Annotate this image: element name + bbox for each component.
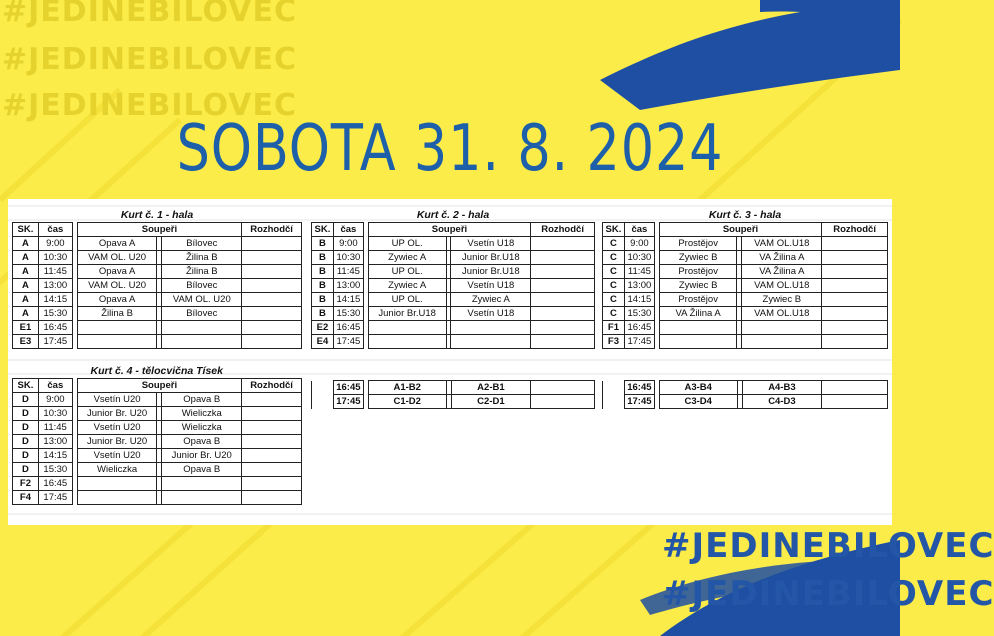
blue-brush-top-right — [600, 0, 900, 110]
table-row: B 13:00 Zywiec A Vsetín U18 — [312, 279, 595, 293]
table-row: F3 17:45 — [603, 335, 888, 349]
table-row: C 14:15 Prostějov Zywiec B — [603, 293, 888, 307]
hashtag-watermark: #JEDINEBILOVEC — [2, 88, 297, 123]
header-time: čas — [624, 223, 654, 237]
header-referees: Rozhodčí — [242, 379, 302, 393]
table-row: 17:45 C3-D4 C4-D3 — [603, 395, 888, 409]
table-row: D 11:45 Vsetín U20 Wieliczka — [13, 421, 302, 435]
court-2-table — [311, 208, 595, 349]
table-row: 16:45 A1-B2 A2-B1 — [312, 381, 595, 395]
table-row: B 15:30 Junior Br.U18 Vsetín U18 — [312, 307, 595, 321]
court-caption: Kurt č. 4 - tělocvična Tísek — [90, 365, 223, 377]
table-row: E3 17:45 — [13, 335, 302, 349]
table-row: B 9:00 UP OL. Vsetín U18 — [312, 237, 595, 251]
table-row: 17:45 C1-D2 C2-D1 — [312, 395, 595, 409]
court-caption: Kurt č. 2 - hala — [416, 209, 490, 221]
table-row: A 15:30 Žilina B Bílovec — [13, 307, 302, 321]
table-row: F2 16:45 — [13, 477, 302, 491]
table-row: F4 17:45 — [13, 491, 302, 505]
header-sk: SK. — [13, 223, 39, 237]
hashtag-watermark: #JEDINEBILOVEC — [662, 574, 994, 614]
table-row: C 13:00 Zywiec B VAM OL.U18 — [603, 279, 888, 293]
court-3-table — [602, 208, 888, 349]
court-caption: Kurt č. 1 - hala — [120, 209, 194, 221]
table-row: F1 16:45 — [603, 321, 888, 335]
table-row: 16:45 A3-B4 A4-B3 — [603, 381, 888, 395]
table-row: D 15:30 Wieliczka Opava B — [13, 463, 302, 477]
header-sk: SK. — [603, 223, 625, 237]
header-opponents: Soupeři — [77, 379, 241, 393]
header-opponents: Soupeři — [368, 223, 530, 237]
header-time: čas — [333, 223, 363, 237]
header-time: čas — [38, 223, 72, 237]
table-row: C 10:30 Zywiec B VA Žilina A — [603, 251, 888, 265]
court-1-table — [12, 208, 302, 349]
table-row: B 10:30 Zywiec A Junior Br.U18 — [312, 251, 595, 265]
header-time: čas — [38, 379, 72, 393]
table-row: D 13:00 Junior Br. U20 Opava B — [13, 435, 302, 449]
table-row: A 10:30 VAM OL. U20 Žilina B — [13, 251, 302, 265]
court-caption: Kurt č. 3 - hala — [708, 209, 782, 221]
table-row: A 9:00 Opava A Bílovec — [13, 237, 302, 251]
table-row: C 11:45 Prostějov VA Žilina A — [603, 265, 888, 279]
table-row: B 14:15 UP OL. Zywiec A — [312, 293, 595, 307]
schedule-sheet — [8, 199, 892, 525]
header-referees: Rozhodčí — [242, 223, 302, 237]
hashtag-watermark: #JEDINEBILOVEC — [662, 526, 994, 566]
header-sk: SK. — [13, 379, 39, 393]
page-title: SOBOTA 31. 8. 2024 — [176, 112, 724, 186]
table-row: C 15:30 VA Žilina A VAM OL.U18 — [603, 307, 888, 321]
table-row: E2 16:45 — [312, 321, 595, 335]
header-opponents: Soupeři — [77, 223, 241, 237]
hashtag-watermark: #JEDINEBILOVEC — [2, 0, 297, 29]
header-referees: Rozhodčí — [822, 223, 888, 237]
hashtag-watermark: #JEDINEBILOVEC — [2, 42, 297, 77]
table-row: D 14:15 Vsetín U20 Junior Br. U20 — [13, 449, 302, 463]
table-row: E4 17:45 — [312, 335, 595, 349]
playoff-table-2 — [602, 380, 888, 409]
playoff-table-1 — [311, 380, 595, 409]
table-row: D 10:30 Junior Br. U20 Wieliczka — [13, 407, 302, 421]
court-4-table — [12, 364, 302, 505]
header-sk: SK. — [312, 223, 334, 237]
table-row: C 9:00 Prostějov VAM OL.U18 — [603, 237, 888, 251]
table-row: A 11:45 Opava A Žilina B — [13, 265, 302, 279]
table-row: B 11:45 UP OL. Junior Br.U18 — [312, 265, 595, 279]
table-row: E1 16:45 — [13, 321, 302, 335]
header-opponents: Soupeři — [659, 223, 821, 237]
table-row: A 13:00 VAM OL. U20 Bílovec — [13, 279, 302, 293]
table-row: D 9:00 Vsetín U20 Opava B — [13, 393, 302, 407]
table-row: A 14:15 Opava A VAM OL. U20 — [13, 293, 302, 307]
header-referees: Rozhodčí — [531, 223, 595, 237]
